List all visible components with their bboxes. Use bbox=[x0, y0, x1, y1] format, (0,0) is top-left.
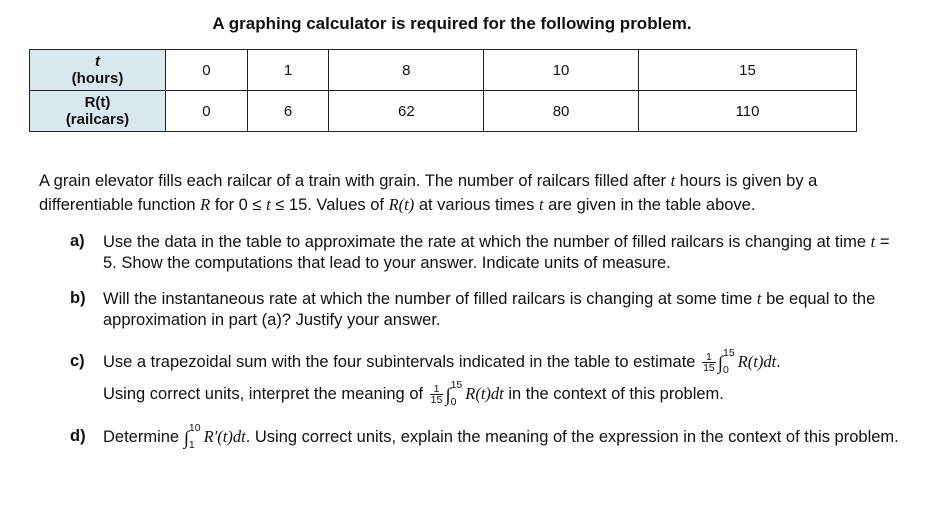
text: in the context of this problem. bbox=[503, 385, 724, 403]
fraction bbox=[702, 352, 716, 373]
fraction-den: 15 bbox=[703, 362, 715, 375]
question-a bbox=[70, 231, 900, 274]
table-cell: 80 bbox=[484, 91, 639, 132]
upper-limit: 10 bbox=[188, 421, 201, 434]
text: A grain elevator fills each railcar of a train with grain. The number of railcars filled after bbox=[39, 172, 671, 190]
integral-sign: ∫ bbox=[183, 428, 189, 449]
math-var: t bbox=[870, 232, 876, 251]
integral-limits bbox=[450, 378, 463, 408]
text: Will the instantaneous rate at which the number of filled railcars is changing at some time bbox=[103, 290, 757, 308]
question-label: a) bbox=[70, 232, 85, 250]
integral-limits bbox=[188, 421, 201, 451]
intro-paragraph bbox=[39, 169, 899, 217]
math-var: t bbox=[670, 171, 676, 190]
question-label: d) bbox=[70, 427, 86, 445]
text: be equal to the approximation in part (a)? Justify your answer. bbox=[103, 290, 876, 329]
question-text bbox=[103, 231, 900, 274]
question-label: c) bbox=[70, 352, 85, 370]
integral-sign: ∫ bbox=[445, 385, 451, 406]
table-cell: 1 bbox=[247, 50, 329, 91]
upper-limit: 15 bbox=[450, 378, 463, 391]
question-c bbox=[70, 346, 900, 410]
row-header-var: t bbox=[95, 53, 100, 70]
integrand: R′(t)dt bbox=[203, 427, 246, 446]
question-text bbox=[103, 346, 900, 410]
integrand: R(t)dt bbox=[737, 352, 777, 371]
table-cell: 15 bbox=[638, 50, 856, 91]
lower-limit: 0 bbox=[722, 363, 729, 376]
upper-limit: 15 bbox=[722, 346, 735, 359]
question-text bbox=[103, 421, 900, 451]
data-table bbox=[29, 49, 857, 132]
text: . Using correct units, explain the meaning of the expression in the context of this problem. bbox=[245, 428, 899, 446]
table-cell: 0 bbox=[166, 91, 248, 132]
text: Use the data in the table to approximate the rate at which the number of filled railcars is changing at time bbox=[103, 233, 871, 251]
integral-limits bbox=[722, 346, 735, 376]
question-label: b) bbox=[70, 289, 86, 307]
table-cell: 6 bbox=[247, 91, 329, 132]
text: Use a trapezoidal sum with the four subintervals indicated in the table to estimate bbox=[103, 353, 701, 371]
lower-limit: 0 bbox=[450, 395, 457, 408]
integrand: R(t)dt bbox=[465, 384, 504, 403]
text: . bbox=[776, 353, 781, 371]
text: Determine bbox=[103, 428, 184, 446]
table-cell: 10 bbox=[484, 50, 639, 91]
page-header: A graphing calculator is required for the following problem. bbox=[212, 14, 692, 33]
text: hours is given by a differentiable function bbox=[39, 172, 818, 214]
row-header-unit: (hours) bbox=[71, 70, 124, 87]
table-cell: 0 bbox=[166, 50, 248, 91]
question-text bbox=[103, 288, 900, 331]
lower-limit: 1 bbox=[188, 438, 195, 451]
fraction-den: 15 bbox=[430, 394, 443, 407]
table-cell: 62 bbox=[329, 91, 484, 132]
math-var: R bbox=[200, 195, 211, 214]
table-row bbox=[30, 50, 857, 91]
text: ≤ 15. Values of bbox=[270, 196, 389, 214]
text: for 0 ≤ bbox=[210, 196, 267, 214]
fraction bbox=[430, 384, 444, 405]
text: are given in the table above. bbox=[543, 196, 756, 214]
math-var: t bbox=[756, 289, 762, 308]
fraction-num: 1 bbox=[430, 384, 444, 395]
math-var: t bbox=[266, 195, 271, 214]
text: = 5. Show the computations that lead to your answer. Indicate units of measure. bbox=[103, 233, 890, 272]
row-header-t bbox=[30, 50, 166, 91]
question-d bbox=[70, 421, 900, 451]
integral-sign: ∫ bbox=[717, 353, 723, 374]
table-row bbox=[30, 91, 857, 132]
row-header-unit: (railcars) bbox=[65, 111, 130, 128]
table-cell: 8 bbox=[329, 50, 484, 91]
math-var: t bbox=[538, 195, 544, 214]
fraction-num: 1 bbox=[702, 352, 716, 363]
row-header-var: R(t) bbox=[84, 94, 111, 111]
table-cell: 110 bbox=[638, 91, 856, 132]
text: Using correct units, interpret the meaning of bbox=[103, 385, 428, 403]
row-header-r bbox=[30, 91, 166, 132]
text: at various times bbox=[414, 196, 539, 214]
question-b bbox=[70, 288, 900, 331]
math-var: R(t) bbox=[388, 195, 415, 214]
